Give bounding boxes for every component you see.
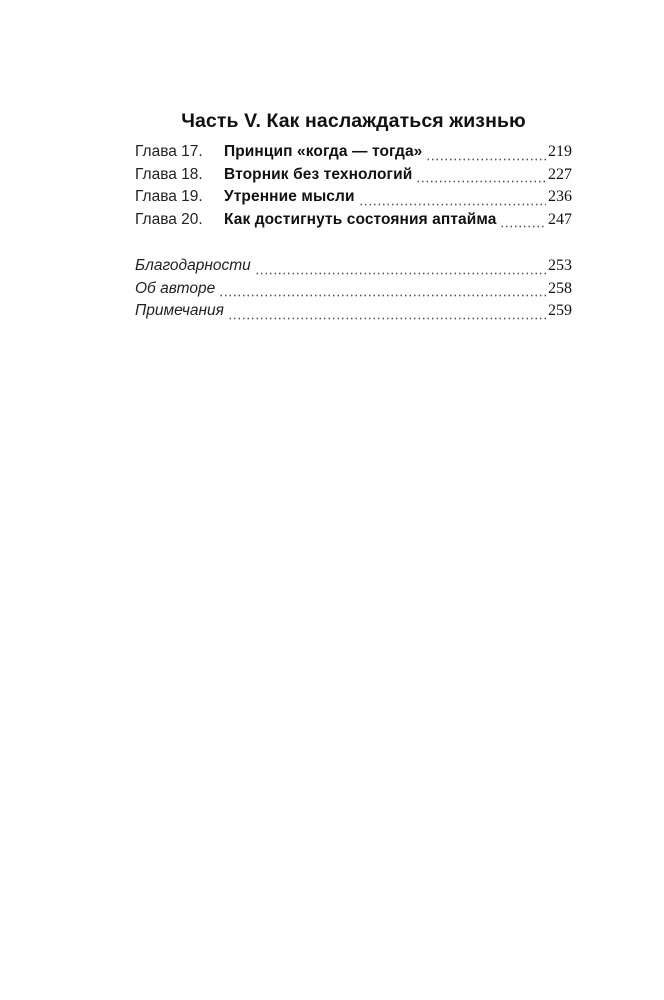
part-title: Часть V. Как наслаждаться жизнью [181,110,526,132]
dot-leader [500,216,546,228]
dot-leader [426,149,546,161]
page-number: 219 [548,143,572,160]
toc-entry-chapter-20 [135,211,572,234]
toc-entry-chapter-17 [135,143,572,166]
chapter-title: Утренние мысли [224,188,355,205]
dot-leader [228,308,546,320]
chapter-number: Глава 18. [135,165,203,183]
page-number: 258 [548,279,572,297]
toc-entry-acknowledgements [135,257,572,280]
chapter-number: Глава 17. [135,143,203,160]
table-of-contents [135,143,572,325]
chapter-title: Принцип «когда — тогда» [224,143,423,160]
page-number: 253 [548,257,572,274]
section-gap [135,233,572,257]
chapter-title: Как достигнуть состояния аптайма [224,210,497,228]
chapter-title: Вторник без технологий [224,165,413,183]
section-title: Примечания [135,302,224,319]
page-number: 247 [548,210,572,228]
dot-leader [359,194,546,206]
dot-leader [219,285,546,297]
section-title: Об авторе [135,279,216,297]
toc-entry-chapter-19 [135,188,572,211]
dot-leader [416,171,546,183]
chapter-number: Глава 20. [135,210,203,228]
page-number: 236 [548,188,572,205]
page-number: 227 [548,165,572,183]
toc-entry-notes [135,302,572,325]
page-number: 259 [548,302,572,319]
toc-entry-about-author [135,280,572,303]
chapter-number: Глава 19. [135,188,203,205]
dot-leader [255,263,546,275]
section-title: Благодарности [135,257,251,274]
toc-entry-chapter-18 [135,166,572,189]
